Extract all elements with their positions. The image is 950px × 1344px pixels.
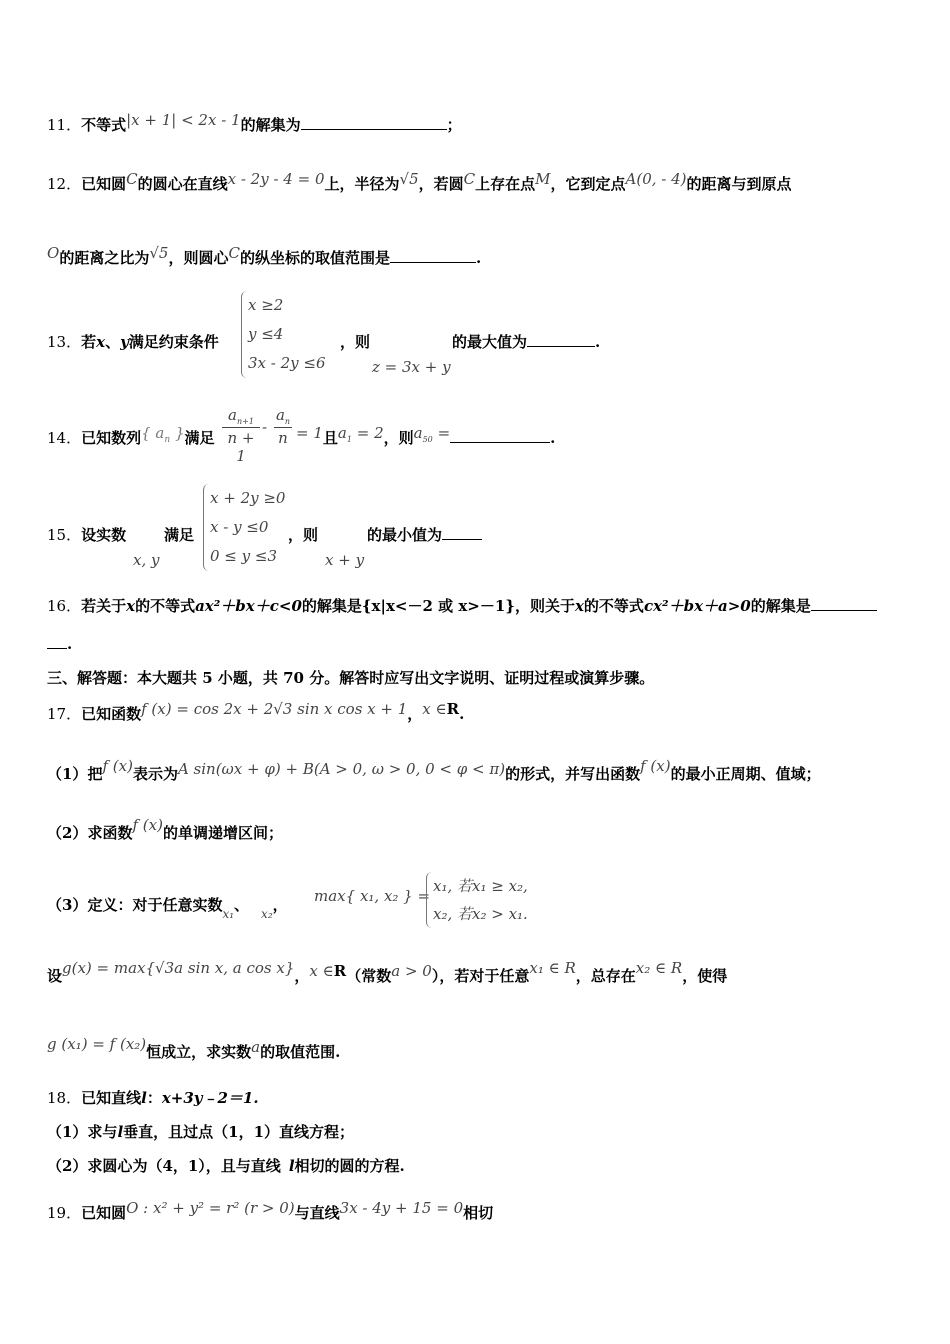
question-16 <box>47 596 877 616</box>
punctuation: ； <box>446 116 462 134</box>
subscript: n+1 <box>237 417 254 426</box>
punctuation: . <box>67 635 73 653</box>
numerator: a <box>275 406 285 424</box>
circle-c: C <box>228 244 240 262</box>
line-l: l <box>288 1157 295 1175</box>
question-text: 设实数 <box>81 526 127 544</box>
question-text: ，它到定点 <box>550 175 626 193</box>
question-text: 的最小正周期、值域； <box>670 765 821 783</box>
sequence-an <box>141 424 185 445</box>
question-text: 的最小值为 <box>367 526 443 544</box>
question-text: （常数 <box>346 967 392 985</box>
domain: x ∈ <box>309 962 334 980</box>
real-set: R <box>333 962 347 980</box>
constraint-1: x ≥2 <box>248 296 284 314</box>
punctuation: ： <box>146 1089 162 1107</box>
point-m: M <box>535 170 551 188</box>
constraint-system <box>241 291 326 378</box>
question-text: 求函数 <box>87 824 133 842</box>
equals-one: = 1 <box>296 424 323 442</box>
subscript: 50 <box>422 435 433 444</box>
question-text: 已知直线 <box>81 1089 142 1107</box>
answer-blank[interactable] <box>450 428 550 443</box>
question-text: ），若对于任意 <box>431 967 530 985</box>
var-a: a <box>251 1038 261 1056</box>
function-f: f (x) <box>102 757 133 775</box>
question-number: 17． <box>47 705 82 723</box>
line-l: l <box>117 1123 124 1141</box>
x1-in-R: x₁ ∈ R <box>529 959 576 977</box>
a1-term <box>338 424 384 442</box>
question-text: 的单调递增区间； <box>162 824 283 842</box>
question-text: ，则圆心 <box>168 249 229 267</box>
function-g: g(x) = max{√3a sin x, a cos x} <box>62 959 295 977</box>
answer-blank[interactable] <box>390 248 476 263</box>
question-text: 的距离与到原点 <box>686 175 792 193</box>
question-text: 相切的圆的方程. <box>294 1157 405 1175</box>
fraction-2 <box>274 406 292 447</box>
target-expression: x + y <box>325 551 365 569</box>
denominator: n <box>278 429 288 447</box>
punctuation: . <box>550 429 556 447</box>
constraint-3: 3x - 2y ≤6 <box>248 354 326 372</box>
question-17 <box>47 700 465 724</box>
question-17-part-3-end <box>47 1035 341 1062</box>
subscript: n <box>284 417 291 426</box>
objective-function: z = 3x + y <box>372 358 451 376</box>
question-15 <box>47 525 126 545</box>
domain: x ∈ <box>422 700 447 718</box>
question-18-part-1 <box>47 1122 354 1142</box>
punctuation: ， <box>272 896 288 914</box>
equals-sign: = <box>437 424 451 442</box>
line-equation: x+3y﹣2＝1. <box>161 1089 259 1107</box>
subscript: n <box>164 435 171 445</box>
question-text: ，则关于 <box>514 597 575 615</box>
punctuation: . <box>459 705 465 723</box>
a-positive: a > 0 <box>391 962 432 980</box>
seq-symbol: { a <box>141 424 165 442</box>
question-13-tail2 <box>452 332 600 352</box>
part-label: （1） <box>47 765 88 783</box>
case-2: x₂, 若x₂ > x₁. <box>433 905 528 923</box>
question-17-part-2 <box>47 816 283 843</box>
question-text: 与直线 <box>294 1204 340 1222</box>
numerator: a <box>228 406 237 424</box>
question-text: 已知数列 <box>81 429 142 447</box>
inequality-1: ax²＋bx＋c<0 <box>195 597 302 615</box>
question-text: 上，半径为 <box>324 175 400 193</box>
answer-blank[interactable] <box>301 115 447 130</box>
question-text: 把 <box>87 765 103 783</box>
question-17-part-1 <box>47 757 821 784</box>
var-y: y <box>120 333 129 351</box>
question-number: 18． <box>47 1089 82 1107</box>
real-set: R <box>446 700 460 718</box>
solution-set: {x|x<－2 或 x>－1} <box>361 597 515 615</box>
max-definition: max{ x₁, x₂ } = <box>314 887 431 905</box>
separator: 、 <box>234 896 250 914</box>
a50-symbol: a <box>413 424 423 442</box>
function-f: f (x) <box>132 816 163 834</box>
question-12 <box>47 170 792 194</box>
x2-in-R: x₂ ∈ R <box>635 959 683 977</box>
question-number: 13． <box>47 333 82 351</box>
constraint-system <box>203 484 285 571</box>
minus-sign: - <box>262 418 268 436</box>
answer-blank-cont[interactable] <box>47 634 67 649</box>
question-text: ，使得 <box>682 967 728 985</box>
answer-blank[interactable] <box>811 596 877 611</box>
question-text: 的解集是 <box>301 597 362 615</box>
seq-close: } <box>170 424 185 442</box>
question-text: ，则 <box>288 526 319 544</box>
question-text: 相切 <box>463 1204 494 1222</box>
punctuation: . <box>475 249 482 267</box>
constraint-3: 0 ≤ y ≤3 <box>210 547 278 565</box>
equality-condition: g (x₁) = f (x₂) <box>47 1035 147 1053</box>
question-13 <box>47 332 219 352</box>
question-text: 的纵坐标的取值范围是 <box>239 249 390 267</box>
question-text: 垂直，且过点（1，1）直线方程； <box>123 1123 355 1141</box>
question-text: ，总存在 <box>575 967 636 985</box>
piecewise-cases <box>426 872 528 928</box>
question-number: 12． <box>47 175 82 193</box>
var-x2: x₂ <box>261 907 273 921</box>
question-text: 的形式，并写出函数 <box>505 765 641 783</box>
line-l: l <box>141 1089 147 1107</box>
question-text: （1）求与 <box>47 1123 118 1141</box>
question-12-cont <box>47 244 482 268</box>
question-14 <box>47 424 215 455</box>
question-15-mid <box>164 525 194 545</box>
case-1: x₁, 若x₁ ≥ x₂, <box>433 877 528 895</box>
separator: 、 <box>105 333 121 351</box>
punctuation: ， <box>407 705 423 723</box>
question-text: 的不等式 <box>135 597 196 615</box>
denominator: n + 1 <box>227 429 255 465</box>
question-text: （2）求圆心为（4，1），且与直线 <box>47 1157 281 1175</box>
question-text: 的解集为 <box>240 116 301 134</box>
question-text: 不等式 <box>81 116 127 134</box>
variables-xy: x, y <box>133 551 160 569</box>
question-text: 定义：对于任意实数 <box>87 896 223 914</box>
inequality-2: cx²＋bx＋a>0 <box>643 597 751 615</box>
question-17-part-3 <box>47 895 288 921</box>
question-text: ，则 <box>340 333 371 351</box>
question-text: 的解集是 <box>750 597 811 615</box>
function-f: f (x) <box>640 757 671 775</box>
question-text: 的不等式 <box>583 597 644 615</box>
answer-blank[interactable] <box>442 525 482 540</box>
inequality-expression: |x + 1| < 2x - 1 <box>126 111 241 129</box>
line-equation: 3x - 4y + 15 = 0 <box>339 1199 464 1217</box>
question-text: 若关于 <box>81 597 127 615</box>
question-17-part-3-cont <box>47 959 728 986</box>
question-16-cont <box>47 634 72 654</box>
question-text: 满足 <box>184 429 215 447</box>
a50-term <box>414 424 451 442</box>
circle-equation: O : x² + y² = r² (r > 0) <box>126 1199 295 1217</box>
part-label: （3） <box>47 896 88 914</box>
question-text: 已知函数 <box>81 705 142 723</box>
constraint-2: y ≤4 <box>248 325 284 343</box>
ratio-value: √5 <box>149 244 169 262</box>
question-18 <box>47 1088 259 1108</box>
question-text: 满足 <box>164 526 195 544</box>
punctuation: . <box>595 333 601 351</box>
question-text: 恒成立，求实数 <box>146 1043 252 1061</box>
question-text: ，则 <box>383 429 414 447</box>
line-equation: x - 2y - 4 = 0 <box>227 170 325 188</box>
question-15-tail <box>288 525 318 545</box>
question-text: 已知圆 <box>81 175 127 193</box>
question-text: 上存在点 <box>475 175 536 193</box>
circle-c: C <box>126 170 138 188</box>
question-11 <box>47 111 462 135</box>
question-number: 15． <box>47 526 82 544</box>
question-text: 的距离之比为 <box>59 249 150 267</box>
question-number: 14． <box>47 429 82 447</box>
constraint-1: x + 2y ≥0 <box>210 489 286 507</box>
question-14-tail <box>296 424 556 455</box>
question-18-part-2 <box>47 1156 405 1176</box>
point-a: A(0, - 4) <box>625 170 687 188</box>
var-x: x <box>126 597 136 615</box>
radius-value: √5 <box>399 170 419 188</box>
subscript: 1 <box>346 435 352 444</box>
var-x: x <box>96 333 106 351</box>
question-text: 的圆心在直线 <box>137 175 228 193</box>
part-label: （2） <box>47 824 88 842</box>
constraint-2: x - y ≤0 <box>210 518 269 536</box>
question-15-tail2 <box>367 525 482 545</box>
question-text: 的最大值为 <box>452 333 528 351</box>
question-text: 的取值范围. <box>260 1043 341 1061</box>
circle-c: C <box>463 170 476 188</box>
origin-o: O <box>47 244 60 262</box>
section-heading: 三、解答题：本大题共 5 小题，共 70 分。解答时应写出文字说明、证明过程或演算步骤。 <box>47 669 655 687</box>
question-number: 11． <box>47 116 82 134</box>
question-number: 19． <box>47 1204 82 1222</box>
a1-symbol: a <box>337 424 347 442</box>
question-text: 且 <box>322 429 338 447</box>
question-text: 已知圆 <box>81 1204 127 1222</box>
var-x1: x₁ <box>222 907 235 921</box>
question-text: ，若圆 <box>418 175 464 193</box>
sine-form: A sin(ωx + φ) + B(A > 0, ω > 0, 0 < φ < π) <box>177 760 506 778</box>
var-x: x <box>574 597 584 615</box>
question-text: 若 <box>81 333 97 351</box>
question-number: 16． <box>47 597 82 615</box>
a1-value: = 2 <box>356 424 384 442</box>
function-definition: f (x) = cos 2x + 2√3 sin x cos x + 1 <box>141 700 408 718</box>
question-text: 设 <box>47 967 63 985</box>
punctuation: ， <box>294 967 310 985</box>
fraction-1 <box>222 406 260 465</box>
question-text: 满足约束条件 <box>128 333 219 351</box>
question-13-tail <box>340 332 370 352</box>
question-19 <box>47 1199 494 1223</box>
question-text: 表示为 <box>132 765 178 783</box>
answer-blank[interactable] <box>527 332 595 347</box>
